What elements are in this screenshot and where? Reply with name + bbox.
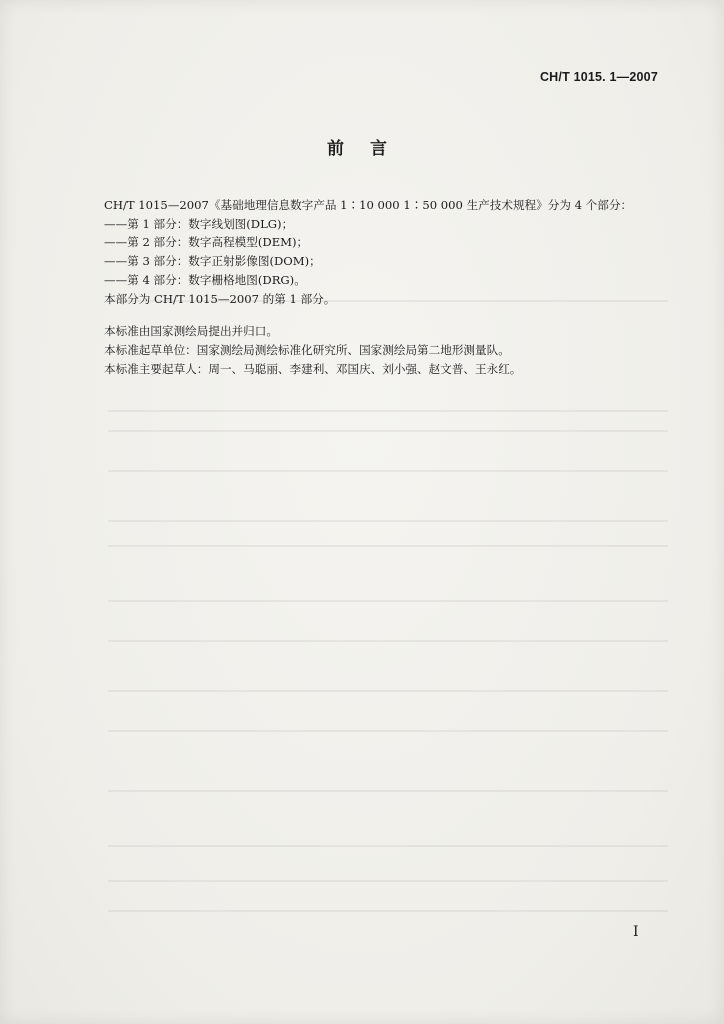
part-list-item: ——第 4 部分：数字栅格地图(DRG)。 [104,272,306,287]
part-list-item: ——第 2 部分：数字高程模型(DEM)； [104,235,309,250]
bleed-through-line [108,520,668,522]
page-number: I [633,924,639,940]
bleed-through-line [108,845,668,847]
drafting-units-statement: 本标准起草单位：国家测绘局测绘标准化研究所、国家测绘局第二地形测量队。 [104,342,510,357]
paragraph-gap [104,308,684,322]
bleed-through-line [108,690,668,692]
part-list-item: ——第 3 部分：数字正射影像图(DOM)； [104,254,321,269]
bleed-through-line [108,470,668,472]
bleed-through-line [108,410,668,412]
bleed-through-line [108,790,668,792]
bleed-through-line [108,430,668,432]
bleed-through-line [108,910,668,912]
foreword-body [104,196,684,378]
proposer-statement: 本标准由国家测绘局提出并归口。 [104,324,278,339]
bleed-through-line [108,545,668,547]
drafters-statement: 本标准主要起草人：周一、马聪丽、李建利、邓国庆、刘小强、赵文普、王永红。 [104,361,522,376]
intro-paragraph: CH/T 1015—2007《基础地理信息数字产品 1∶10 000 1∶50 000 生产技术规程》分为 4 个部分： [104,198,633,212]
bleed-through-line [108,730,668,732]
bleed-through-line [108,640,668,642]
bleed-through-line [108,600,668,602]
standard-number: CH/T 1015. 1—2007 [539,70,658,84]
part-statement: 本部分为 CH/T 1015—2007 的第 1 部分。 [104,291,336,306]
bleed-through-line [108,880,668,882]
part-list-item: ——第 1 部分：数字线划图(DLG)； [104,216,294,231]
page-title: 前 言 [327,139,397,159]
